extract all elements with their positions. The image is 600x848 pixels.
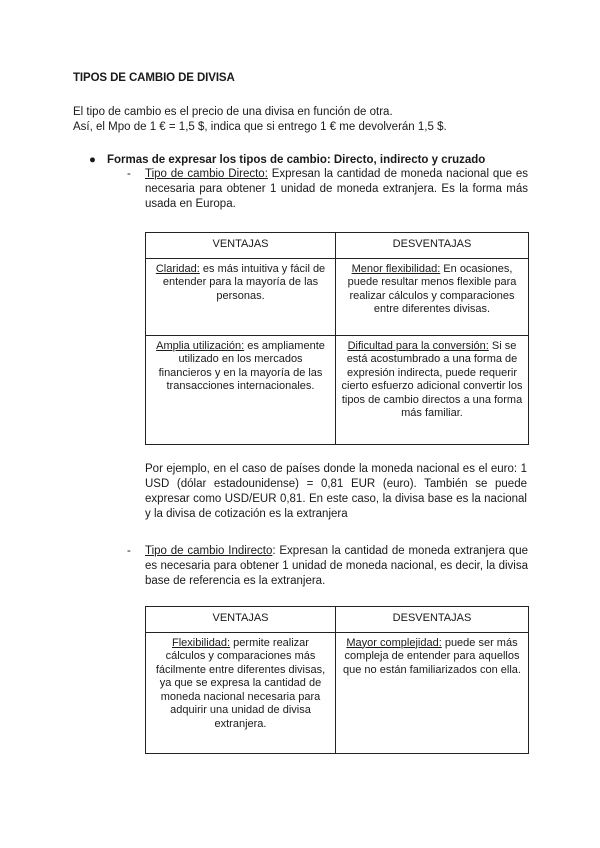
dash-icon: - xyxy=(127,545,131,557)
table-cell xyxy=(146,258,336,335)
cell-text: puede ser más compleja de entender para aquellos que no están familiarizados con ella. xyxy=(343,636,521,676)
table-header-row xyxy=(146,607,529,633)
indirecto-definition xyxy=(145,544,528,589)
cell-text: Si se está acostumbrado a una forma de expresión indirecta, puede requerir cierto esfuerzo adicional convertir los tipos de cambio directos a una forma más familiar. xyxy=(341,339,523,419)
indirecto-table xyxy=(145,606,529,754)
cell-text: es más intuitiva y fácil de entender para la mayoría de las personas. xyxy=(162,262,326,302)
document-title: TIPOS DE CAMBIO DE DIVISA xyxy=(73,72,235,84)
indirecto-label: Tipo de cambio Indirecto xyxy=(145,545,273,557)
header-desventajas: DESVENTAJAS xyxy=(336,233,529,259)
directo-description: Expresan la cantidad de moneda nacional que es necesaria para obtener 1 unidad de moneda extranjera. Es la forma más usada en Europa. xyxy=(145,168,528,210)
cell-text: En ocasiones, puede resultar menos flexible para realizar cálculos y comparaciones entre diferentes divisas. xyxy=(347,262,517,315)
table-row xyxy=(146,632,529,753)
cell-term: Mayor complejidad: xyxy=(346,636,442,649)
header-desventajas: DESVENTAJAS xyxy=(336,607,529,633)
directo-table xyxy=(145,232,529,445)
directo-definition xyxy=(145,167,528,212)
directo-example: Por ejemplo, en el caso de países donde la moneda nacional es el euro: 1 USD (dólar estadounidense) = 0,81 EUR (euro). También se puede expresar como USD/EUR 0,81. En este caso, la divisa base es la nacional y la divisa de cotización es la extranjera xyxy=(145,463,527,520)
cell-term: Claridad: xyxy=(155,262,200,275)
header-ventajas: VENTAJAS xyxy=(146,233,336,259)
table-row xyxy=(146,258,529,335)
table-cell xyxy=(146,632,336,753)
cell-term: Flexibilidad: xyxy=(172,636,231,649)
header-ventajas: VENTAJAS xyxy=(146,607,336,633)
table-row xyxy=(146,335,529,444)
directo-label: Tipo de cambio Directo: xyxy=(145,168,268,180)
table-cell xyxy=(336,335,529,444)
indirecto-description: : Expresan la cantidad de moneda extranjera que es necesaria para obtener 1 unidad de moneda nacional, es decir, la divisa base de referencia es la extranjera. xyxy=(145,545,528,587)
intro-line-2: Así, el Mpo de 1 € = 1,5 $, indica que si entrego 1 € me devolverán 1,5 $. xyxy=(73,121,447,133)
table-header-row xyxy=(146,233,529,259)
section-heading: Formas de expresar los tipos de cambio: Directo, indirecto y cruzado xyxy=(107,154,486,166)
cell-term: Amplia utilización: xyxy=(156,339,245,352)
table-cell xyxy=(336,632,529,753)
cell-text: es ampliamente utilizado en los mercados financieros y en la mayoría de las transacciones internacionales. xyxy=(158,339,325,392)
dash-icon: - xyxy=(127,168,131,180)
table-cell xyxy=(336,258,529,335)
intro-section xyxy=(73,105,543,135)
bullet-icon: ● xyxy=(89,154,96,166)
intro-line-1: El tipo de cambio es el precio de una divisa en función de otra. xyxy=(73,106,393,118)
cell-term: Dificultad para la conversión: xyxy=(347,339,489,352)
table-cell xyxy=(146,335,336,444)
cell-text: permite realizar cálculos y comparaciones más fácilmente entre diferentes divisas, ya que se expresa la cantidad de moneda nacional necesaria para adquirir una unidad de divisa extranjera. xyxy=(155,636,326,730)
cell-term: Menor flexibilidad: xyxy=(351,262,441,275)
